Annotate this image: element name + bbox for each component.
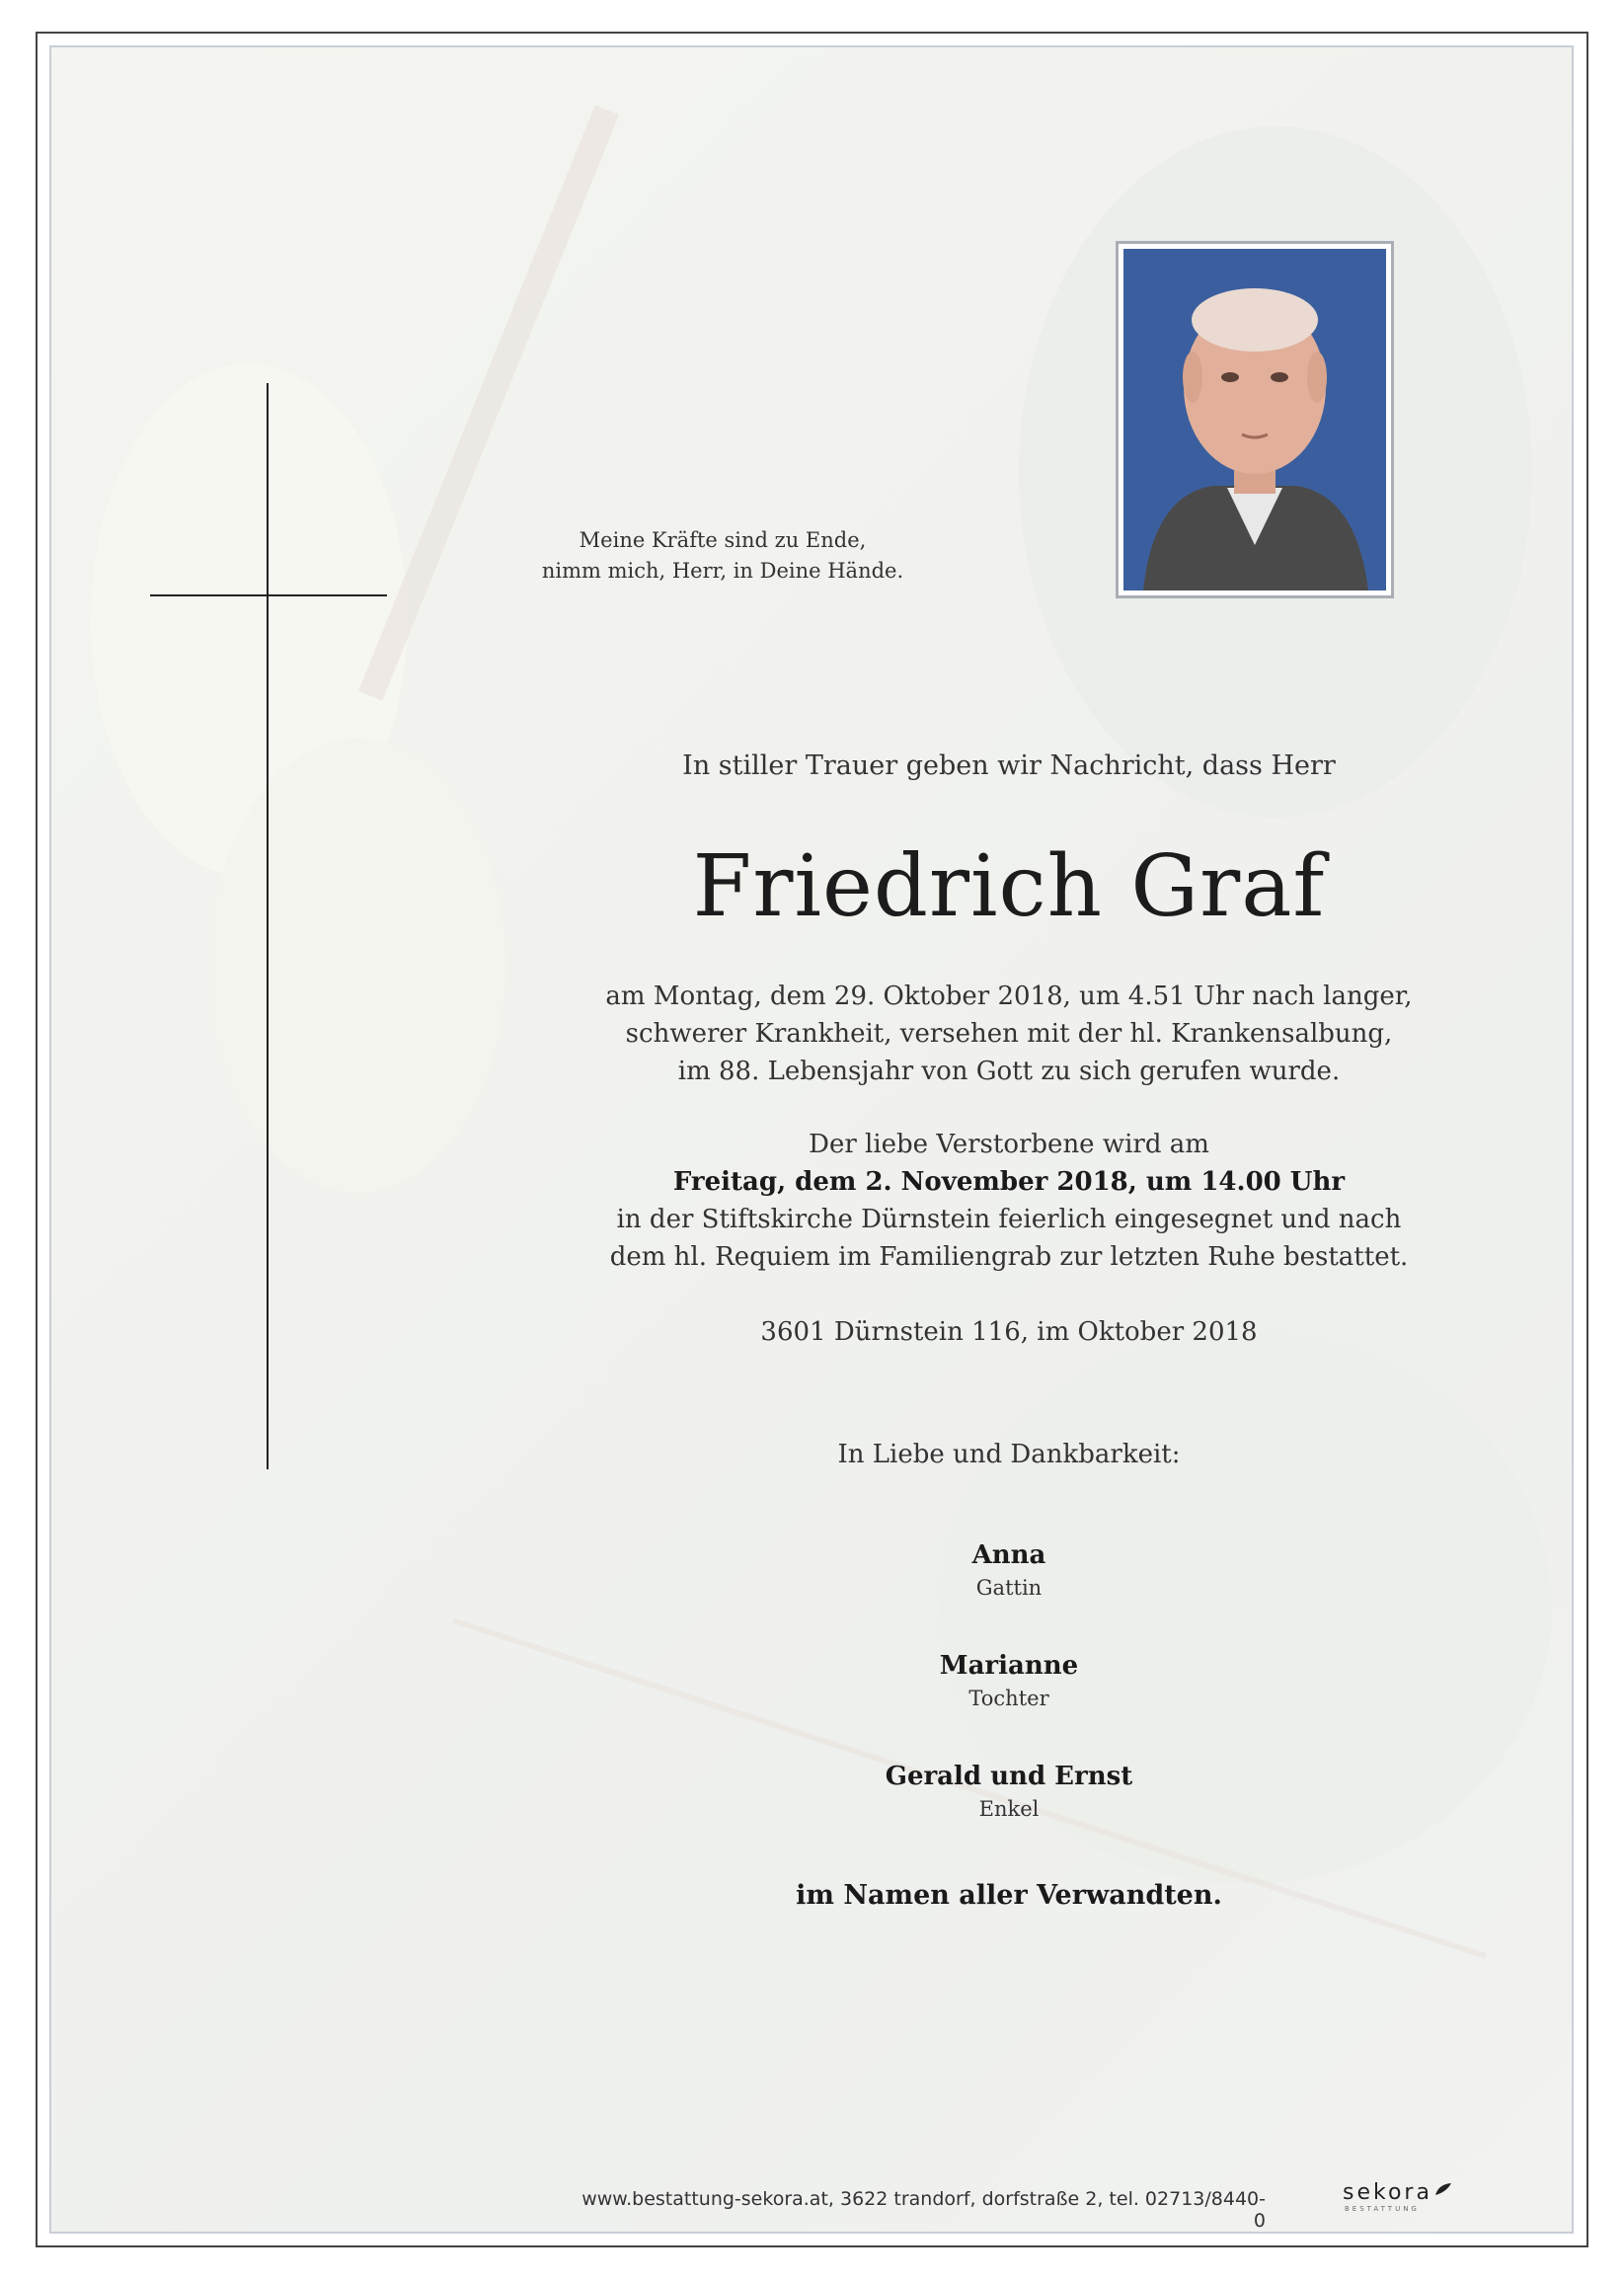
- mourner-entry: [486, 1651, 1532, 1710]
- funeral-line-1: Der liebe Verstorbene wird am: [809, 1130, 1209, 1159]
- death-notice-line-3: im 88. Lebensjahr von Gott zu sich gerufen wurde.: [677, 1057, 1341, 1086]
- verse: [486, 525, 960, 587]
- mourner-entry: [486, 1762, 1532, 1821]
- verse-line-2: nimm mich, Herr, in Deine Hände.: [541, 559, 904, 583]
- intro-text: In stiller Trauer geben wir Nachricht, dass Herr: [682, 750, 1336, 781]
- portrait-frame: [1116, 241, 1394, 598]
- mourner-relation: Enkel: [978, 1797, 1040, 1821]
- mourner-name: Anna: [971, 1540, 1046, 1570]
- leaf-icon: [1434, 2182, 1452, 2196]
- mourner-name: Gerald und Ernst: [885, 1762, 1133, 1791]
- mourner-entry: [486, 1540, 1532, 1600]
- notice-card: [49, 45, 1574, 2234]
- verse-line-1: Meine Kräfte sind zu Ende,: [579, 528, 867, 552]
- mourner-relation: Gattin: [975, 1576, 1043, 1600]
- cross-horizontal-line: [150, 594, 387, 596]
- closing-text: im Namen aller Verwandten.: [796, 1880, 1222, 1911]
- sekora-logo: [1343, 2180, 1461, 2220]
- death-notice-line-1: am Montag, dem 29. Oktober 2018, um 4.51 Uhr nach langer,: [605, 982, 1413, 1011]
- mourner-name: Marianne: [939, 1651, 1079, 1681]
- death-notice-line-2: schwerer Krankheit, versehen mit der hl. Krankensalbung,: [625, 1019, 1393, 1049]
- portrait-photo: [1123, 249, 1386, 590]
- deceased-name: Friedrich Graf: [692, 837, 1326, 936]
- cross-vertical-line: [267, 383, 269, 1469]
- funeral-line-4: dem hl. Requiem im Familiengrab zur letzten Ruhe bestattet.: [609, 1242, 1409, 1272]
- logo-subtitle: BESTATTUNG: [1345, 2205, 1420, 2213]
- funeral-details: [486, 1126, 1532, 1276]
- death-notice: [486, 978, 1532, 1090]
- thanks-text: In Liebe und Dankbarkeit:: [837, 1440, 1181, 1469]
- portrait-illustration: [1123, 249, 1386, 590]
- place-date: 3601 Dürnstein 116, im Oktober 2018: [760, 1317, 1258, 1347]
- mourner-relation: Tochter: [968, 1687, 1049, 1710]
- logo-text: sekora: [1343, 2180, 1432, 2205]
- footer-contact[interactable]: www.bestattung-sekora.at, 3622 trandorf, dorfstraße 2, tel. 02713/8440-0: [581, 2188, 1266, 2232]
- funeral-line-3: in der Stiftskirche Dürnstein feierlich eingesegnet und nach: [616, 1205, 1402, 1234]
- funeral-date: Freitag, dem 2. November 2018, um 14.00 Uhr: [672, 1167, 1346, 1197]
